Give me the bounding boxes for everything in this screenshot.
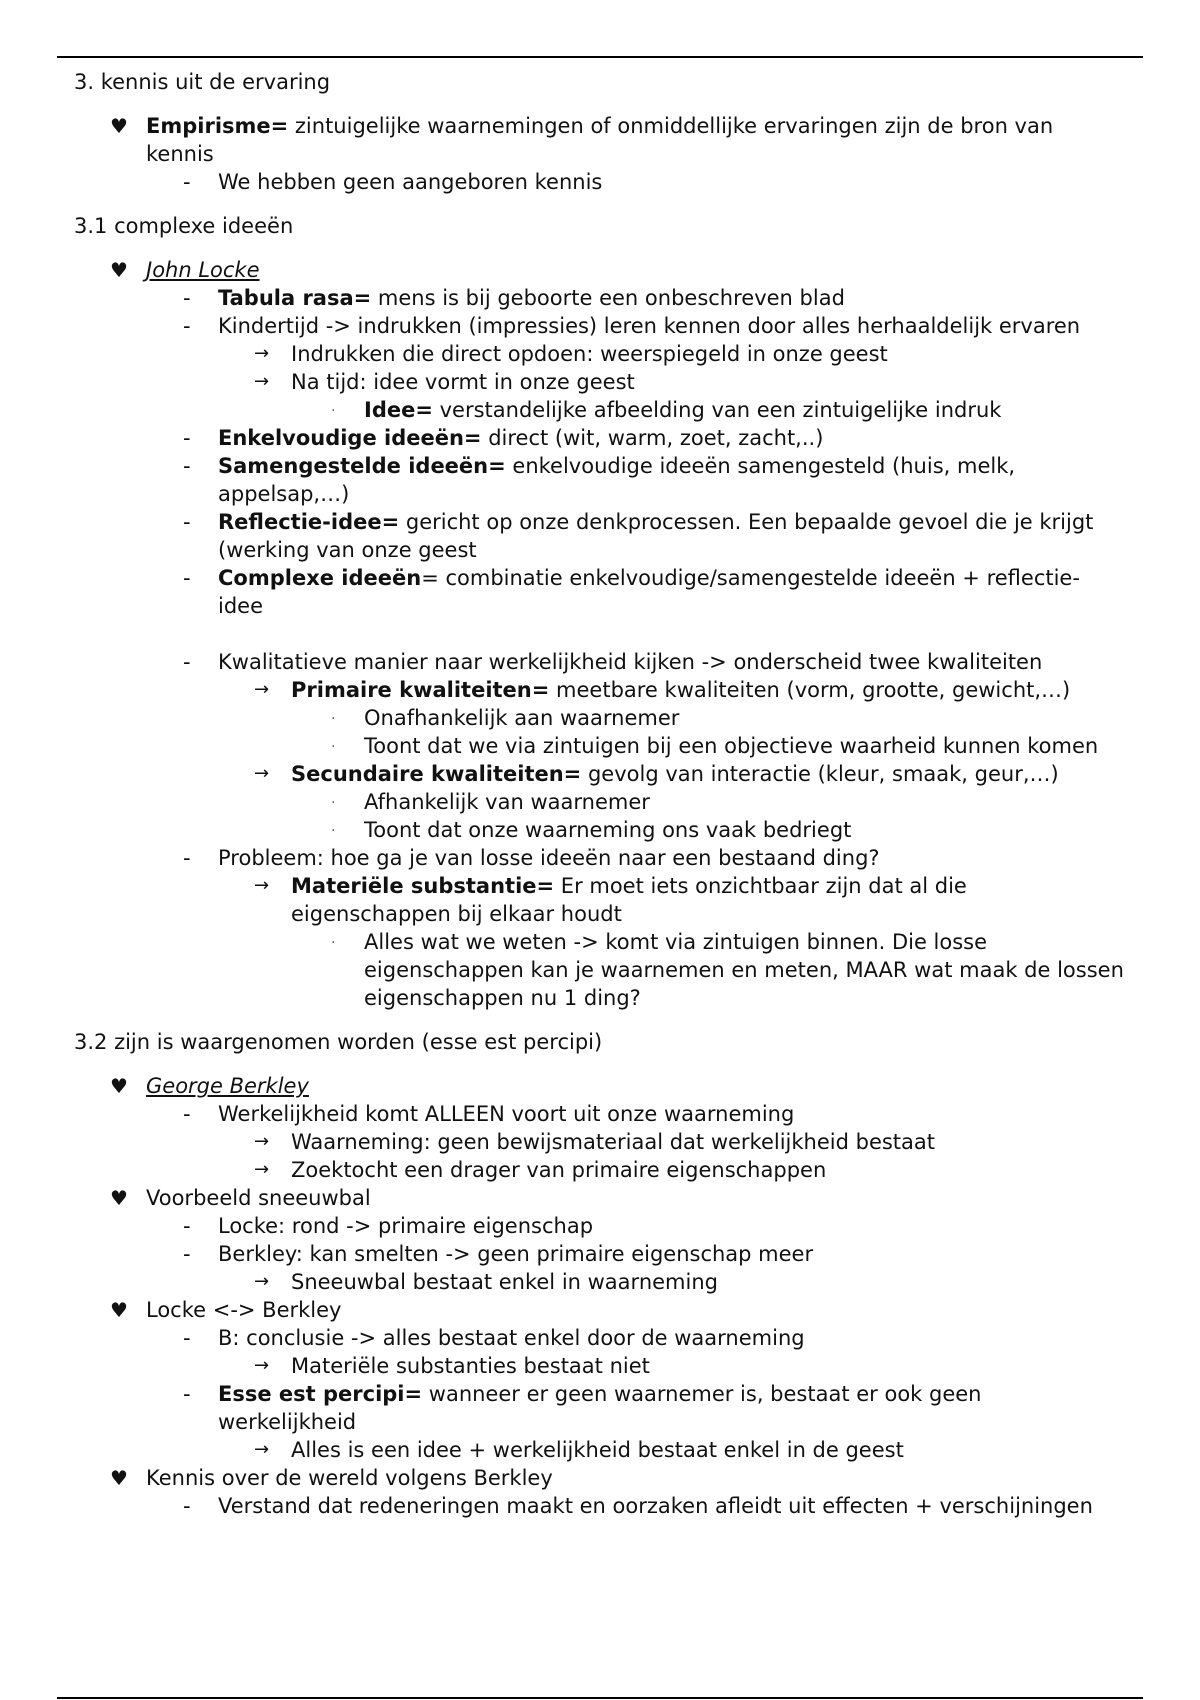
dot-bullet-icon: ·	[331, 795, 336, 811]
item-text: meetbare kwaliteiten (vorm, grootte, gewicht,…)	[549, 678, 1071, 702]
dash-bullet-icon: -	[183, 454, 191, 478]
item-text: Alles wat we weten -> komt via zintuigen binnen. Die losse eigenschappen kan je waarnemen en meten, MAAR wat maak de lossen eigenschappen nu 1 ding?	[364, 930, 1124, 1010]
outline-item	[0, 168, 1118, 196]
arrow-bullet-icon: →	[254, 763, 270, 784]
outline-item	[0, 788, 1124, 816]
item-text: verstandelijke afbeelding van een zintuigelijke indruk	[432, 398, 1002, 422]
outline-item	[0, 1324, 1118, 1352]
outline-item	[0, 1352, 1121, 1380]
arrow-bullet-icon: →	[254, 1355, 270, 1376]
term: Idee=	[364, 398, 433, 422]
item-text: Waarneming: geen bewijsmateriaal dat werkelijkheid bestaat	[291, 1130, 936, 1154]
philosopher-name: John Locke	[146, 258, 260, 282]
dot-bullet-icon: ·	[331, 823, 336, 839]
arrow-bullet-icon: →	[254, 875, 270, 896]
outline-item	[0, 1100, 1118, 1128]
term: Complexe ideeën	[218, 566, 422, 590]
item-text: Indrukken die direct opdoen: weerspiegeld in onze geest	[291, 342, 888, 366]
item-text: Werkelijkheid komt ALLEEN voort uit onze waarneming	[218, 1102, 795, 1126]
heart-bullet-icon: ♥	[110, 114, 128, 138]
dash-bullet-icon: -	[183, 1242, 191, 1266]
outline-item	[0, 508, 1118, 564]
term: Materiële substantie=	[291, 874, 555, 898]
outline-item	[0, 284, 1118, 312]
outline-item	[0, 424, 1118, 452]
item-text: Locke: rond -> primaire eigenschap	[218, 1214, 594, 1238]
item-text: 3.1 complexe ideeën	[74, 214, 294, 238]
dot-bullet-icon: ·	[331, 935, 336, 951]
dash-bullet-icon: -	[183, 426, 191, 450]
philosopher-name: George Berkley	[146, 1074, 309, 1098]
outline-item	[0, 1184, 1116, 1212]
dash-bullet-icon: -	[183, 566, 191, 590]
term: Esse est percipi=	[218, 1382, 423, 1406]
dash-bullet-icon: -	[183, 286, 191, 310]
item-text: gevolg van interactie (kleur, smaak, geur,…)	[581, 762, 1059, 786]
item-text: = combinatie enkelvoudige/samengestelde ideeën + reflectie-idee	[218, 566, 1080, 618]
heart-bullet-icon: ♥	[110, 258, 128, 282]
dot-bullet-icon: ·	[331, 403, 336, 419]
outline-item	[0, 928, 1124, 1012]
outline-item	[0, 1380, 1118, 1436]
outline-item	[0, 760, 1121, 788]
outline-item	[0, 1492, 1118, 1520]
item-text: zintuigelijke waarnemingen of onmiddellijke ervaringen zijn de bron van kennis	[146, 114, 1054, 166]
dot-bullet-icon: ·	[331, 711, 336, 727]
item-text: Voorbeeld sneeuwbal	[146, 1186, 371, 1210]
dash-bullet-icon: -	[183, 1326, 191, 1350]
arrow-bullet-icon: →	[254, 1159, 270, 1180]
arrow-bullet-icon: →	[254, 371, 270, 392]
arrow-bullet-icon: →	[254, 1439, 270, 1460]
item-text: 3. kennis uit de ervaring	[74, 70, 331, 94]
heart-bullet-icon: ♥	[110, 1074, 128, 1098]
arrow-bullet-icon: →	[254, 1271, 270, 1292]
outline-item	[0, 872, 1121, 928]
item-text: Na tijd: idee vormt in onze geest	[291, 370, 635, 394]
item-text: Er moet iets onzichtbaar zijn dat al die eigenschappen bij elkaar houdt	[291, 874, 967, 926]
item-text: Onafhankelijk aan waarnemer	[364, 706, 680, 730]
item-text: wanneer er geen waarnemer is, bestaat er ook geen werkelijkheid	[218, 1382, 982, 1434]
outline-item	[0, 452, 1118, 508]
outline-item	[0, 704, 1124, 732]
dot-bullet-icon: ·	[331, 739, 336, 755]
outline-item	[0, 1128, 1121, 1156]
item-text: Toont dat we via zintuigen bij een objectieve waarheid kunnen komen	[364, 734, 1099, 758]
outline-item	[0, 1268, 1121, 1296]
dash-bullet-icon: -	[183, 510, 191, 534]
outline-item	[0, 340, 1121, 368]
outline-item	[0, 256, 1116, 284]
outline-item	[0, 1212, 1118, 1240]
outline-item	[0, 1072, 1116, 1100]
dash-bullet-icon: -	[183, 650, 191, 674]
outline-item	[0, 112, 1116, 168]
section-heading	[74, 1028, 1200, 1056]
term: Primaire kwaliteiten=	[291, 678, 550, 702]
term: Empirisme=	[146, 114, 289, 138]
outline-item	[0, 732, 1124, 760]
item-text: mens is bij geboorte een onbeschreven blad	[371, 286, 845, 310]
outline-item	[0, 564, 1118, 620]
term: Samengestelde ideeën=	[218, 454, 506, 478]
item-text: Sneeuwbal bestaat enkel in waarneming	[291, 1270, 718, 1294]
section-heading	[74, 212, 1200, 240]
term: Reflectie-idee=	[218, 510, 400, 534]
outline-item	[0, 368, 1121, 396]
document-body	[0, 68, 1200, 1520]
arrow-bullet-icon: →	[254, 343, 270, 364]
arrow-bullet-icon: →	[254, 1131, 270, 1152]
footer-rule	[57, 1697, 1143, 1699]
item-text: Verstand dat redeneringen maakt en oorzaken afleidt uit effecten + verschijningen	[218, 1494, 1093, 1518]
item-text: Materiële substanties bestaat niet	[291, 1354, 650, 1378]
dash-bullet-icon: -	[183, 170, 191, 194]
outline-item	[0, 1240, 1118, 1268]
dash-bullet-icon: -	[183, 1382, 191, 1406]
item-text: direct (wit, warm, zoet, zacht,..)	[481, 426, 824, 450]
dash-bullet-icon: -	[183, 314, 191, 338]
arrow-bullet-icon: →	[254, 679, 270, 700]
item-text: gericht op onze denkprocessen. Een bepaalde gevoel die je krijgt (werking van onze geest	[218, 510, 1094, 562]
outline-item	[0, 676, 1121, 704]
outline-item	[0, 648, 1118, 676]
item-text: Locke <-> Berkley	[146, 1298, 342, 1322]
item-text: Kennis over de wereld volgens Berkley	[146, 1466, 553, 1490]
item-text: Kwalitatieve manier naar werkelijkheid kijken -> onderscheid twee kwaliteiten	[218, 650, 1043, 674]
heart-bullet-icon: ♥	[110, 1298, 128, 1322]
item-text: Kindertijd -> indrukken (impressies) leren kennen door alles herhaaldelijk ervaren	[218, 314, 1081, 338]
item-text: B: conclusie -> alles bestaat enkel door de waarneming	[218, 1326, 805, 1350]
outline-item	[0, 844, 1118, 872]
outline-item	[0, 1156, 1121, 1184]
item-text: 3.2 zijn is waargenomen worden (esse est percipi)	[74, 1030, 603, 1054]
dash-bullet-icon: -	[183, 1102, 191, 1126]
outline-item	[0, 816, 1124, 844]
header-rule	[57, 56, 1143, 58]
term: Tabula rasa=	[218, 286, 372, 310]
outline-item	[0, 1296, 1116, 1324]
item-text: Zoektocht een drager van primaire eigenschappen	[291, 1158, 827, 1182]
dash-bullet-icon: -	[183, 846, 191, 870]
outline-item	[0, 312, 1118, 340]
outline-item	[0, 1436, 1121, 1464]
dash-bullet-icon: -	[183, 1494, 191, 1518]
heart-bullet-icon: ♥	[110, 1466, 128, 1490]
outline-item	[0, 396, 1124, 424]
item-text: Afhankelijk van waarnemer	[364, 790, 650, 814]
dash-bullet-icon: -	[183, 1214, 191, 1238]
item-text: We hebben geen aangeboren kennis	[218, 170, 603, 194]
outline-item	[0, 1464, 1116, 1492]
term: Enkelvoudige ideeën=	[218, 426, 482, 450]
item-text: Toont dat onze waarneming ons vaak bedriegt	[364, 818, 852, 842]
item-text: Probleem: hoe ga je van losse ideeën naar een bestaand ding?	[218, 846, 880, 870]
item-text: Berkley: kan smelten -> geen primaire eigenschap meer	[218, 1242, 814, 1266]
heart-bullet-icon: ♥	[110, 1186, 128, 1210]
term: Secundaire kwaliteiten=	[291, 762, 582, 786]
item-text: Alles is een idee + werkelijkheid bestaat enkel in de geest	[291, 1438, 904, 1462]
item-text: enkelvoudige ideeën samengesteld (huis, melk, appelsap,…)	[218, 454, 1016, 506]
section-heading	[74, 68, 1200, 96]
